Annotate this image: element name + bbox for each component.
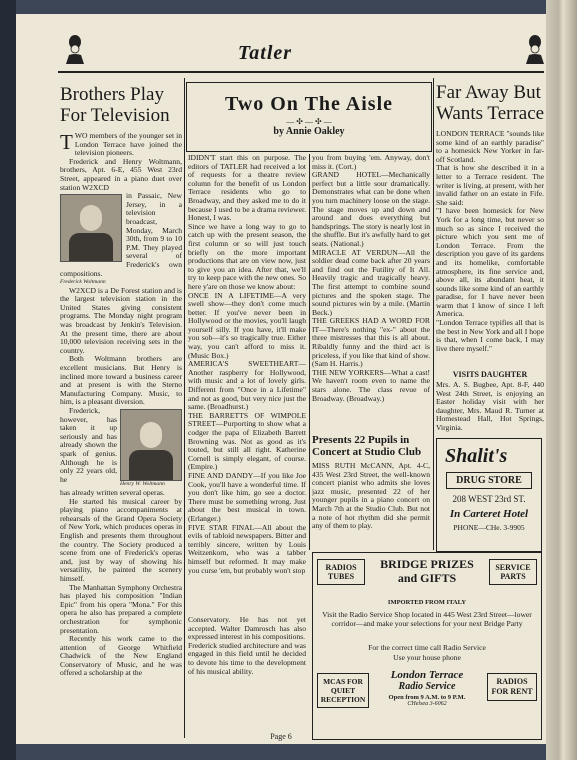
shalits-name: Shalit's	[445, 445, 508, 467]
radios-for-rent-label: RADIOS FOR RENT	[487, 673, 537, 701]
column-title: Two On The Aisle	[224, 93, 394, 115]
ornament: — ✣ — ✣ —	[286, 117, 332, 126]
correct-time-text: For the correct time call Radio Service	[368, 643, 486, 652]
imported-label: IMPORTED FROM ITALY	[387, 599, 467, 606]
left-p8: Recently his work came to the attention of George Whitfield Chadwick of the New England Conservatory of Music, and he was offered a scholarship at the	[60, 634, 182, 678]
caption-henry: Henry W. Woltmann	[120, 481, 165, 487]
masthead: Tatler	[237, 42, 293, 64]
house-phone-text: Use your house phone	[393, 653, 461, 662]
page-number: Page 6	[270, 732, 292, 741]
radio-service-ad	[312, 552, 542, 740]
drug-store-label: DRUG STORE	[446, 472, 532, 489]
newspaper-page	[16, 14, 546, 744]
visit-text: Visit the Radio Service Shop located in 445 West 23rd Street—lower corridor—and make your selections for your next Bridge Party	[322, 610, 532, 628]
photo-frederick	[60, 194, 122, 268]
pupils-article: MISS RUTH McCANN, Apt. 4-C, 435 West 23rd Street, the well-known concert pianist who admits she loves jazz music, presented 22 of her younger pupils in a piano concert on March 7th at the Studio Club. But not a note of hot rhythm did she permit any of them to play.	[312, 462, 430, 531]
visits-article: Mrs. A. S. Bugbee, Apt. 8-F, 440 West 24th Street, is enjoying an Easter holiday visit with her daughter, Mrs. Maud R. Turner at Homestead Hall, Hot Springs, Virginia.	[436, 381, 544, 432]
caption-frederick: Frederick Woltmann	[60, 279, 106, 286]
left-p4: Both Woltmann brothers are excellent musicians. But Henry is inclined more toward a business career and at present is with the Sterno Manufacturing Company. Music, to him, is a pleasant diversion.	[60, 354, 182, 407]
column-rule-2	[309, 154, 310, 550]
left-p7: The Manhattan Symphony Orchestra has played his composition "Indian Epic" from his opera "Mona." For this opera he also has prepared a complete orchestration for symphonic presentation.	[60, 582, 182, 635]
pupils-headline: Presents 22 Pupils in Concert at Studio Club	[312, 434, 422, 458]
photo-henry	[120, 409, 182, 489]
left-article	[60, 132, 182, 742]
column-rule-3	[433, 78, 434, 550]
left-p2b: in Passaic, New Jersey, in a television broadcast, Monday, March 30th, from 9 to 10 P.M. They played several of Frederick's own compositions.	[60, 191, 182, 278]
review-col-1: IDIDN'T start this on purpose. The editors of TATLER had received a lot of requests for a theatre review column for the benefit of us London Terrace residents who go to Broadway, and they asked me to do it because I used to be a drama reviewer. Honest, I was. Since we have a long way to go to catch up with the present season, the first column or so will just touch briefly on the more important productions that are on view now, just to give you an idea. After that, we'll try to keep pace with the new ones. So here y'are on those we know about: ONCE IN A LIFETIME—A very swell show—they don't come much better. If you've never been in Hollywood or the movies, you'll laugh yourself silly. If you have, it'll make you sob—it's so tragically true. Either way, you can't afford to miss it. (Music Box.) AMERICA'S SWEETHEART—Another raspberry for Hollywood, with music and a lot of lovely girls. Different from "Once in a Lifetime" and not as good, but very nice just the same. (Broadhurst.) THE BARRETTS OF WIMPOLE STREET—Purporting to show what a codger the papa of Elizabeth Barrett Browning was. Not as good as it's touted, but still all right. Katherine Cornell is simply elegant, of course. (Empire.) FINE AND DANDY—If you like Joe Cook, you'll have a wonderful time. If you don't like him, go see a doctor. There must be something wrong. Just about the best musical in town. (Erlanger.) FIVE STAR FINAL—All about the evils of tabloid newspapers. Bitter and terribly sincere, written by Louis Weitzenkorn, who was a tabber himself but reformed. It may make you curse 'em, but probably won't stop	[188, 154, 306, 575]
header-rule	[58, 71, 544, 73]
mcas-label: MCAS FOR QUIET RECEPTION	[317, 673, 369, 708]
column-rule-1	[184, 78, 185, 738]
shalits-hotel: In Carteret Hotel	[449, 508, 529, 520]
shalits-phone: PHONE—CHe. 3-9905	[453, 523, 525, 532]
left-p2a: Frederick and Henry Woltmann, brothers, Apt. 6-E, 455 West 23rd Street, appeared in a piano duet over station W2XCD	[60, 156, 182, 192]
bridge-prizes-label: BRIDGE PRIZES and GIFTS	[380, 557, 474, 585]
left-headline: Brothers Play For Television	[60, 84, 170, 126]
radios-tubes-label: RADIOS TUBES	[317, 559, 365, 585]
radio-service-brand: London Terrace Radio Service Open from 9 A.M. to 9 P.M. CHelsea 3-6062	[388, 669, 466, 707]
left-p1: TWO members of the younger set in London Terrace have joined the television pioneers.	[60, 132, 182, 158]
left-p3: W2XCD is a De Forest station and is the largest television station in the United States giving consistent programs. The Monday night program was broadcast by Jenkin's Television. At the present time, there are about 10,000 television receiving sets in the country.	[60, 285, 182, 355]
right-headline: Far Away But Wants Terrace	[436, 82, 545, 124]
drop-cap: T	[60, 132, 73, 154]
left-p5a: Frederick, however, has taken it up seriously and has already shown the spark of genius. Although he is only 22 years old, he	[60, 406, 117, 484]
byline: by Annie Oakley	[273, 126, 345, 137]
page-stack-edge	[546, 0, 577, 760]
left-p6: He started his musical career by playing piano accompaniments at rehearsals of the Grand Opera Society of New York, which produces operas in English and presents them throughout the country. The Society produced a scene from one of Frederick's operas and, just by way of showing his versatility, he painted the scenery himself.	[60, 496, 182, 583]
column-heading-box	[186, 82, 432, 152]
left-p5b: has already written several operas.	[60, 488, 165, 497]
woltmann-continuation: Conservatory. He has not yet accepted. Walter Damrosch has also expressed interest in his compositions. Frederick studied architecture and was engaged in this field until he decided to devote his time to the development of his musical ability.	[188, 616, 306, 676]
shalits-ad	[436, 438, 542, 552]
service-parts-label: SERVICE PARTS	[489, 559, 537, 585]
review-col-2: you from buying 'em. Anyway, don't miss it. (Cort.) GRAND HOTEL—Mechanically perfect but a little sour dramatically. Demonstrates what can be done when you turn machinery loose on the stage. The stage moves up and down and around and does everything but handsprings. The story is nearly lost in the shuffle. But it's awfully hard to get seats. (National.) MIRACLE AT VERDUN—All the soldier dead come back after 20 years and find out the Futility of It All. Heavily tragic and tragically heavy. The first attempt to combine sound pictures and the spoken stage. The sound pictures win by a mile. (Martin Beck.) THE GREEKS HAD A WORD FOR IT—There's nothing "ex-" about the three mistresses that this is all about. Ribaldly funny and the third act is priceless, if you like that kind of show. (Sam H. Harris.) THE NEW YORKERS—What a cast! We haven't room even to name the stars alone. The class revue of Broadway. (Broadway.)	[312, 154, 430, 403]
right-article: LONDON TERRACE "sounds like some kind of an earthly paradise" to a homesick New Yorker in far-off Scotland. That is how she described it in a letter to a Terrace resident. The writer is living, at present, with her invalid father on an estate in Fife. She said: "I have been homesick for New York for a long time, but never so much so as since I received the picture which you sent me of London Terrace. From the description you gave of its gardens and its homelike, comfortable atmosphere, its fine service and, above all, its abundant heat, it sounds like some kind of an earthly paradise, for I have never been warm that I know of since I left America. "London Terrace typifies all that is the best in New York and all I hope is that, when I come back, I may live there myself."	[436, 130, 544, 353]
visits-headline: VISITS DAUGHTER	[452, 370, 528, 379]
binding-edge	[0, 0, 16, 760]
shalits-address: 208 WEST 23rd ST.	[452, 494, 526, 504]
